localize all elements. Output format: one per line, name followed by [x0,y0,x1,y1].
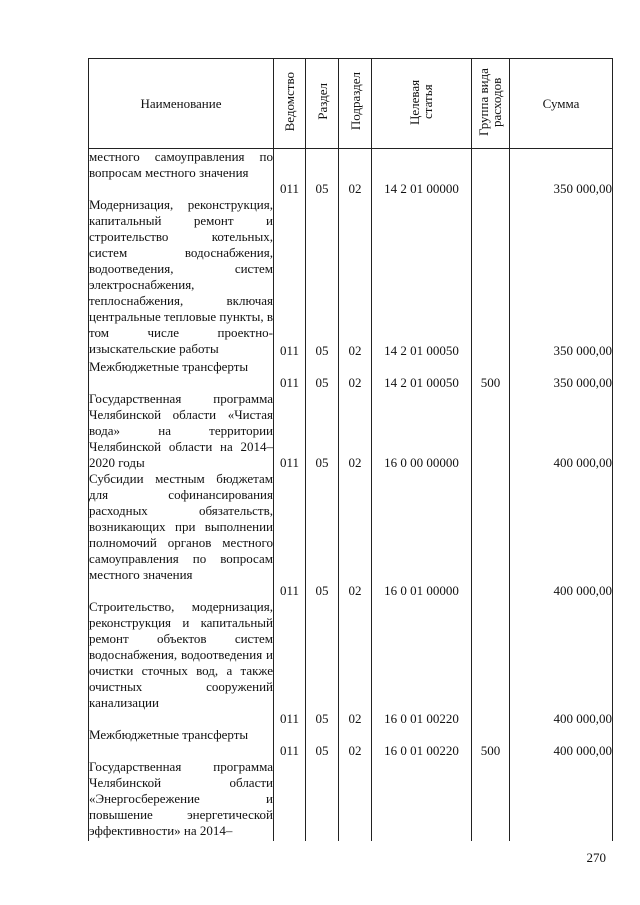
row-department: 011 [274,727,306,759]
row-name: Государственная программа Челябинской области «Чистая вода» на территории Челябинской области на 2014–2020 годы [89,390,273,470]
header-section: Раздел [306,59,339,149]
row-name: Межбюджетные трансферты [89,727,274,759]
row-article: 14 2 01 00050 [372,359,472,391]
row-department [274,759,306,841]
header-subsection: Подраздел [339,59,372,149]
row-group [472,759,510,841]
table-row [89,759,613,841]
row-group [472,197,510,359]
table-row [89,471,613,599]
header-amount: Сумма [510,59,613,149]
row-subsection: 02 [339,359,372,391]
row-article: 16 0 01 00000 [372,471,472,599]
row-article: 14 2 01 00050 [372,197,472,359]
row-subsection: 02 [339,599,372,727]
row-section: 05 [306,471,339,599]
row-amount: 400 000,00 [510,727,613,759]
row-amount: 350 000,00 [510,359,613,391]
table-row [89,391,613,471]
table-row [89,359,613,391]
row-section: 05 [306,599,339,727]
row-article: 16 0 01 00220 [372,727,472,759]
row-subsection: 02 [339,727,372,759]
row-group: 500 [472,727,510,759]
table-header-row [89,59,613,149]
row-group [472,599,510,727]
row-name: Строительство, модернизация, реконструкция и капитальный ремонт объектов систем водоснабжения, водоотведения и очистки сточных вод, а также очистных сооружений канализации [89,599,274,727]
header-name: Наименование [89,59,274,149]
row-amount: 400 000,00 [510,599,613,727]
row-department: 011 [274,149,306,197]
row-section: 05 [306,727,339,759]
header-expense-group: Группа вида расходов [472,59,510,149]
row-section [306,759,339,841]
row-group [472,391,510,471]
row-subsection: 02 [339,391,372,471]
row-amount: 400 000,00 [510,391,613,471]
row-subsection [339,759,372,841]
budget-table [88,58,613,841]
row-section: 05 [306,149,339,197]
row-article [372,759,472,841]
row-article: 16 0 01 00220 [372,599,472,727]
row-amount: 350 000,00 [510,197,613,359]
header-target-article: Целевая статья [372,59,472,149]
row-name: Модернизация, реконструкция, капитальный ремонт и строительство котельных, систем водоснабжения, водоотведения, систем электроснабжения, теплоснабжения, включая центральные тепловые пункты, в том числе проектно-изыскательские работы [89,197,274,359]
row-amount: 400 000,00 [510,471,613,599]
row-name: Межбюджетные трансферты [89,359,274,391]
row-name: местного самоуправления по вопросам местного значения [89,149,274,197]
row-group [472,149,510,197]
row-department: 011 [274,599,306,727]
row-subsection: 02 [339,149,372,197]
row-section: 05 [306,197,339,359]
row-group [472,471,510,599]
row-subsection: 02 [339,197,372,359]
row-department: 011 [274,471,306,599]
row-amount: 350 000,00 [510,149,613,197]
row-department: 011 [274,359,306,391]
row-article: 14 2 01 00000 [372,149,472,197]
table-row [89,149,613,197]
row-section: 05 [306,391,339,471]
table-row [89,197,613,359]
row-name: Субсидии местным бюджетам для софинансирования расходных обязательств, возникающих при выполнении полномочий органов местного самоуправления по вопросам местного значения [89,471,274,599]
page-number: 270 [586,850,606,865]
row-department: 011 [274,197,306,359]
row-amount [510,759,613,841]
row-subsection: 02 [339,471,372,599]
row-article: 16 0 00 00000 [372,391,472,471]
header-department: Ведомство [274,59,306,149]
table-row [89,727,613,759]
row-group: 500 [472,359,510,391]
row-name: Государственная программа Челябинской области «Энергосбережение и повышение энергетической эффективности» на 2014– [89,759,274,841]
table-row [89,599,613,727]
row-department: 011 [274,391,306,471]
row-section: 05 [306,359,339,391]
